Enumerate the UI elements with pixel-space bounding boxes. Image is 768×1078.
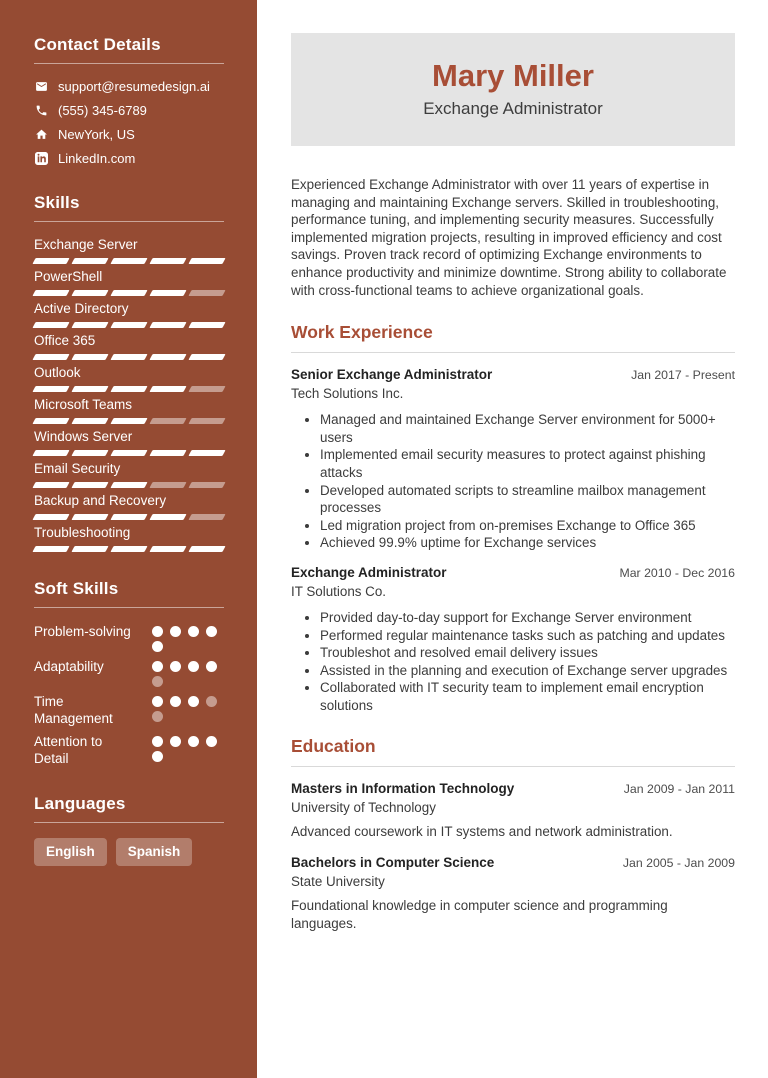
section-divider xyxy=(34,221,224,222)
contact-item[interactable] xyxy=(34,151,224,166)
education-title: Education xyxy=(291,736,735,767)
work-experience-title: Work Experience xyxy=(291,322,735,353)
phone-icon xyxy=(34,104,48,118)
section-divider xyxy=(34,63,224,64)
skill-segment-filled xyxy=(32,482,69,488)
contact-item-text: (555) 345-6789 xyxy=(58,103,147,118)
skill-segment-filled xyxy=(71,450,108,456)
skill-segment-filled xyxy=(149,386,186,392)
education-entry xyxy=(291,854,735,932)
rating-dot-filled xyxy=(152,661,163,672)
skill-name: Office 365 xyxy=(34,333,96,348)
rating-dot-empty xyxy=(206,696,217,707)
skill-name: Email Security xyxy=(34,461,121,476)
skill-level-bar xyxy=(34,418,224,424)
job-role: Exchange Administrator xyxy=(291,564,447,580)
contact-list xyxy=(34,79,224,166)
skill-segment-filled xyxy=(110,418,147,424)
rating-dot-filled xyxy=(188,696,199,707)
skill-level-bar xyxy=(34,546,224,552)
school-name: State University xyxy=(291,874,385,890)
work-experience-section xyxy=(291,322,735,714)
soft-skill-item xyxy=(34,658,224,687)
education-description: Foundational knowledge in computer science and programming languages. xyxy=(291,898,668,931)
skill-level-bar xyxy=(34,290,224,296)
skill-segment-empty xyxy=(188,514,225,520)
job-company: IT Solutions Co. xyxy=(291,583,387,599)
skill-segment-filled xyxy=(110,514,147,520)
job-bullet: • Collaborated with IT security team to implement email encryption solutions xyxy=(320,679,735,714)
section-divider xyxy=(34,822,224,823)
sidebar xyxy=(0,0,257,1078)
skill-level-bar xyxy=(34,514,224,520)
skill-level-bar xyxy=(34,482,224,488)
skill-segment-filled xyxy=(71,546,108,552)
rating-dot-filled xyxy=(152,696,163,707)
skills-section xyxy=(34,193,224,552)
skill-item xyxy=(34,301,224,328)
job-bullets xyxy=(291,411,735,552)
skill-segment-empty xyxy=(149,418,186,424)
skill-segment-filled xyxy=(32,258,69,264)
education-description: Advanced coursework in IT systems and network administration. xyxy=(291,824,673,840)
soft-skill-item xyxy=(34,733,224,767)
education-dates: Jan 2009 - Jan 2011 xyxy=(623,782,735,797)
skill-segment-filled xyxy=(71,482,108,488)
skill-name: Active Directory xyxy=(34,301,129,316)
skill-segment-filled xyxy=(32,514,69,520)
rating-dot-filled xyxy=(152,751,163,762)
name-card xyxy=(291,33,735,146)
skill-segment-filled xyxy=(32,290,69,296)
degree-name: Bachelors in Computer Science xyxy=(291,855,495,871)
soft-skill-item xyxy=(34,693,224,727)
contact-item[interactable] xyxy=(34,127,224,142)
skill-level-bar xyxy=(34,450,224,456)
languages-title: Languages xyxy=(34,794,126,813)
job-company: Tech Solutions Inc. xyxy=(291,386,404,402)
skill-name: Windows Server xyxy=(34,429,133,444)
linkedin-icon xyxy=(34,152,48,166)
skill-segment-filled xyxy=(188,546,225,552)
job-dates: Mar 2010 - Dec 2016 xyxy=(619,565,735,580)
skill-segment-filled xyxy=(110,322,147,328)
skill-segment-empty xyxy=(188,386,225,392)
skills-title: Skills xyxy=(34,193,80,212)
education-entry xyxy=(291,780,735,841)
skill-item xyxy=(34,397,224,424)
job-bullet: • Performed regular maintenance tasks such as patching and updates xyxy=(320,627,735,645)
soft-skill-name: Problem-solving xyxy=(34,624,131,639)
job-bullet: • Managed and maintained Exchange Server environment for 5000+ users xyxy=(320,411,735,446)
skill-segment-filled xyxy=(110,354,147,360)
contact-item-text: LinkedIn.com xyxy=(58,151,136,166)
skill-segment-filled xyxy=(188,258,225,264)
rating-dot-filled xyxy=(188,661,199,672)
rating-dot-filled xyxy=(170,626,181,637)
skill-segment-filled xyxy=(110,258,147,264)
job-dates: Jan 2017 - Present xyxy=(631,368,735,383)
job-role: Senior Exchange Administrator xyxy=(291,367,493,383)
rating-dot-filled xyxy=(206,661,217,672)
skill-item xyxy=(34,269,224,296)
skill-segment-filled xyxy=(71,258,108,264)
contact-details-title: Contact Details xyxy=(34,35,161,54)
person-job-title: Exchange Administrator xyxy=(423,99,603,118)
soft-skill-rating-dots xyxy=(152,658,224,687)
contact-item[interactable] xyxy=(34,79,224,94)
skill-segment-empty xyxy=(188,418,225,424)
skill-name: Microsoft Teams xyxy=(34,397,133,412)
skill-segment-filled xyxy=(32,450,69,456)
skill-item xyxy=(34,429,224,456)
soft-skill-name: Adaptability xyxy=(34,659,104,674)
soft-skill-name: Attention to Detail xyxy=(34,734,103,766)
skill-segment-filled xyxy=(71,322,108,328)
skill-name: Exchange Server xyxy=(34,237,138,252)
skill-segment-filled xyxy=(71,418,108,424)
soft-skill-rating-dots xyxy=(152,693,224,722)
skill-segment-filled xyxy=(71,386,108,392)
skill-segment-filled xyxy=(110,482,147,488)
skill-level-bar xyxy=(34,322,224,328)
job-bullet: • Assisted in the planning and execution of Exchange server upgrades xyxy=(320,662,735,680)
home-icon xyxy=(34,128,48,142)
skill-segment-empty xyxy=(149,482,186,488)
main-content xyxy=(257,0,768,1078)
job-bullet: • Achieved 99.9% uptime for Exchange services xyxy=(320,534,735,552)
soft-skills-list xyxy=(34,623,224,767)
skill-segment-filled xyxy=(71,290,108,296)
skill-segment-filled xyxy=(110,546,147,552)
skill-segment-filled xyxy=(188,450,225,456)
skill-segment-filled xyxy=(149,450,186,456)
skill-item xyxy=(34,237,224,264)
job-bullet: • Provided day-to-day support for Exchange Server environment xyxy=(320,609,735,627)
rating-dot-filled xyxy=(170,736,181,747)
skill-name: PowerShell xyxy=(34,269,103,284)
skill-segment-filled xyxy=(32,386,69,392)
skills-list xyxy=(34,237,224,552)
rating-dot-empty xyxy=(152,711,163,722)
skill-level-bar xyxy=(34,354,224,360)
skill-name: Backup and Recovery xyxy=(34,493,167,508)
education-list xyxy=(291,780,735,932)
email-icon xyxy=(34,80,48,94)
rating-dot-filled xyxy=(188,736,199,747)
rating-dot-filled xyxy=(206,626,217,637)
rating-dot-filled xyxy=(152,736,163,747)
person-name: Mary Miller xyxy=(432,58,594,93)
rating-dot-filled xyxy=(170,696,181,707)
degree-name: Masters in Information Technology xyxy=(291,781,515,797)
skill-segment-filled xyxy=(32,322,69,328)
skill-segment-filled xyxy=(110,386,147,392)
skill-segment-filled xyxy=(71,514,108,520)
job-bullets xyxy=(291,609,735,715)
rating-dot-filled xyxy=(152,641,163,652)
skill-name: Troubleshooting xyxy=(34,525,131,540)
rating-dot-filled xyxy=(206,736,217,747)
skill-item xyxy=(34,525,224,552)
section-divider xyxy=(34,607,224,608)
soft-skill-name: Time Management xyxy=(34,694,113,726)
soft-skill-rating-dots xyxy=(152,623,224,652)
job-bullet: • Led migration project from on-premises Exchange to Office 365 xyxy=(320,517,735,535)
skill-segment-filled xyxy=(149,546,186,552)
job-bullet: • Developed automated scripts to streamline mailbox management processes xyxy=(320,482,735,517)
skill-segment-filled xyxy=(188,354,225,360)
education-section xyxy=(291,736,735,932)
rating-dot-filled xyxy=(170,661,181,672)
contact-item-text: support@resumedesign.ai xyxy=(58,79,210,94)
skill-segment-filled xyxy=(149,258,186,264)
rating-dot-empty xyxy=(152,676,163,687)
skill-segment-filled xyxy=(71,354,108,360)
languages-section xyxy=(34,794,224,866)
skill-segment-empty xyxy=(188,290,225,296)
skill-segment-filled xyxy=(188,322,225,328)
skill-item xyxy=(34,365,224,392)
skill-item xyxy=(34,333,224,360)
skill-segment-filled xyxy=(149,322,186,328)
skill-segment-filled xyxy=(149,290,186,296)
jobs-list xyxy=(291,366,735,714)
rating-dot-filled xyxy=(152,626,163,637)
skill-segment-filled xyxy=(149,354,186,360)
skill-name: Outlook xyxy=(34,365,81,380)
soft-skills-title: Soft Skills xyxy=(34,579,119,598)
language-badge: English xyxy=(34,838,107,866)
job-bullet: • Implemented email security measures to protect against phishing attacks xyxy=(320,446,735,481)
languages-list xyxy=(34,838,224,866)
soft-skill-item xyxy=(34,623,224,652)
skill-level-bar xyxy=(34,386,224,392)
soft-skills-section xyxy=(34,579,224,767)
skill-item xyxy=(34,493,224,520)
skill-segment-filled xyxy=(32,418,69,424)
skill-segment-filled xyxy=(110,290,147,296)
skill-segment-empty xyxy=(188,482,225,488)
job-entry xyxy=(291,366,735,552)
education-dates: Jan 2005 - Jan 2009 xyxy=(622,856,735,871)
rating-dot-filled xyxy=(188,626,199,637)
contact-section xyxy=(34,35,224,166)
skill-segment-filled xyxy=(149,514,186,520)
school-name: University of Technology xyxy=(291,800,436,816)
language-badge: Spanish xyxy=(116,838,193,866)
job-entry xyxy=(291,564,735,715)
skill-segment-filled xyxy=(32,546,69,552)
contact-item[interactable] xyxy=(34,103,224,118)
summary-paragraph: Experienced Exchange Administrator with over 11 years of expertise in managing and maintaining Exchange servers. Skilled in troubleshooting, performance tuning, and implementing security measures. Successfully implemented migration projects, resulting in improved efficiency and cost savings. Proven track record of optimizing Exchange environments to enhance productivity and minimize downtime. Strong ability to collaborate with cross-functional teams to achieve organizational goals. xyxy=(291,177,727,298)
contact-item-text: NewYork, US xyxy=(58,127,135,142)
skill-segment-filled xyxy=(110,450,147,456)
soft-skill-rating-dots xyxy=(152,733,224,762)
skill-item xyxy=(34,461,224,488)
skill-level-bar xyxy=(34,258,224,264)
job-bullet: • Troubleshot and resolved email delivery issues xyxy=(320,644,735,662)
skill-segment-filled xyxy=(32,354,69,360)
